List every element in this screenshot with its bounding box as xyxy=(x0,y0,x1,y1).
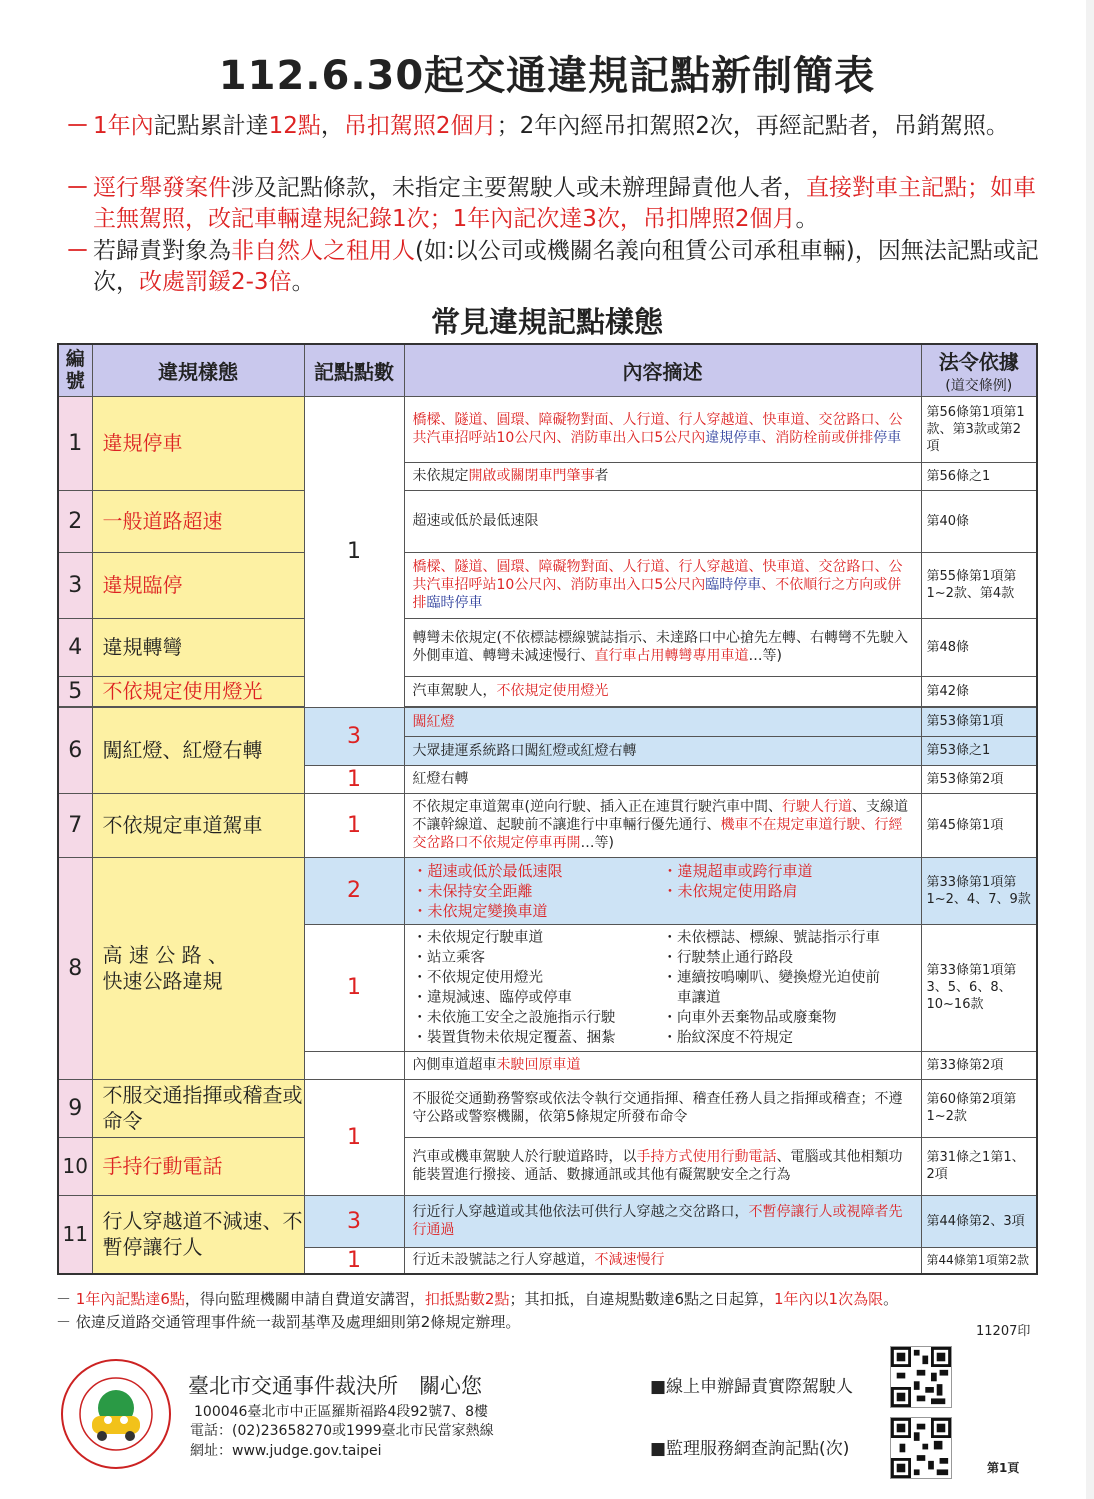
list-item: ・違規超車或跨行車道 xyxy=(662,861,813,880)
points-cell: 2 xyxy=(304,857,404,924)
violation-type: 違規臨停 xyxy=(92,552,304,618)
list-item: ・未依規定行駛車道 xyxy=(412,929,543,946)
rule-text-part: 記點累計達 xyxy=(153,113,269,139)
table-row xyxy=(58,618,1037,676)
violation-type: 不服交通指揮或稽查或命令 xyxy=(92,1079,304,1137)
link-online-attribution[interactable]: ■線上申辦歸責實際駕駛人 xyxy=(650,1377,854,1397)
law-cell: 第33條第1項第3、5、6、8、10~16款 xyxy=(921,924,1037,1051)
violation-table xyxy=(57,343,1038,1275)
row-number: 6 xyxy=(58,707,92,793)
violation-type: 行人穿越道不減速、不暫停讓行人 xyxy=(92,1195,304,1274)
rule-text-part: 12點 xyxy=(268,113,321,139)
table-row xyxy=(58,676,1037,706)
description-cell: 不依規定車道駕車(逆向行駛、插入正在連貫行駛汽車中間、行駛人行道、支線道不讓幹線道、起駛前不讓進行中車輛行優先通行、機車不在規定車道行駛、行經交岔路口不依規定停車再開…等) xyxy=(404,793,921,857)
table-row xyxy=(58,1137,1037,1195)
list-right xyxy=(663,861,913,921)
violation-type: 違規停車 xyxy=(92,396,304,490)
logo-icon xyxy=(60,1358,172,1470)
description-cell: 闖紅燈 xyxy=(404,707,921,736)
description-cell: 行近行人穿越道或其他依法可供行人穿越之交岔路口，不暫停讓行人或視障者先行通過 xyxy=(404,1195,921,1247)
points-cell: 1 xyxy=(304,765,404,793)
description-cell: 汽車駕駛人，不依規定使用燈光 xyxy=(404,676,921,706)
rule-text-part: 。 xyxy=(291,269,315,295)
list-left xyxy=(413,861,663,921)
list-item: ・未依標誌、標線、號誌指示行車 xyxy=(662,929,880,946)
description-cell: 行近未設號誌之行人穿越道，不減速慢行 xyxy=(404,1247,921,1274)
table-row xyxy=(58,490,1037,552)
points-cell: 1 xyxy=(304,1247,404,1274)
row-number: 1 xyxy=(58,396,92,490)
org-name: 臺北市交通事件裁決所 關心您 xyxy=(188,1374,482,1398)
law-cell: 第44條第1項第2款 xyxy=(921,1247,1037,1274)
violation-type: 不依規定使用燈光 xyxy=(92,676,304,706)
description-cell: 不服從交通勤務警察或依法令執行交通指揮、稽查任務人員之指揮或稽查；不遵守公路或警察機關，依第5條規定所發布命令 xyxy=(404,1079,921,1137)
note-2: － 依違反道路交通管理事件統一裁罰基準及處理細則第2條規定辦理。 xyxy=(56,1313,521,1331)
rule-text-part: ， xyxy=(320,113,344,139)
law-cell: 第33條第1項第1~2、4、7、9款 xyxy=(921,857,1037,924)
description-cell: 大眾捷運系統路口闖紅燈或紅燈右轉 xyxy=(404,736,921,765)
rule-1-text xyxy=(93,111,1046,142)
org-website[interactable]: 網址：www.judge.gov.taipei xyxy=(190,1443,382,1459)
row-number: 2 xyxy=(58,490,92,552)
rule-text-part: (如:以公司或機關名義向租賃公司承租車輛)，因無法記點或記次， xyxy=(93,238,1039,295)
law-cell: 第55條第1項第1~2款、第4款 xyxy=(921,552,1037,618)
row-number: 4 xyxy=(58,618,92,676)
row-number: 3 xyxy=(58,552,92,618)
law-cell: 第45條第1項 xyxy=(921,793,1037,857)
rule-text-part: 若歸責對象為 xyxy=(93,238,231,264)
rule-text-part: 改處罰鍰2-3倍 xyxy=(139,269,292,295)
points-cell: 1 xyxy=(304,1079,404,1195)
list-item: ・超速或低於最低速限 xyxy=(412,861,563,880)
rule-1: － 1年內記點累計達12點，吊扣駕照2個月；2年內經吊扣駕照2次，再經記點者，吊銷駕照。 xyxy=(66,111,1046,142)
law-cell: 第56條之1 xyxy=(921,462,1037,490)
qr-code-icon[interactable] xyxy=(890,1346,952,1408)
list-item: ・未依施工安全之設施指示行駛 xyxy=(412,1009,616,1026)
note-1: － 1年內記點達6點，得向監理機關申請自費道安講習，扣抵點數2點；其扣抵，自違規點數達6點之日起算，1年內以1次為限。 xyxy=(56,1290,899,1308)
points-cell: 1 xyxy=(304,793,404,857)
rule-2-text xyxy=(93,173,1046,235)
table-row xyxy=(58,396,1037,462)
description-cell xyxy=(404,924,921,1051)
description-cell: 超速或低於最低速限 xyxy=(404,490,921,552)
description-cell: 未依規定開啟或關閉車門肇事者 xyxy=(404,462,921,490)
table-row xyxy=(58,707,1037,736)
table-row xyxy=(58,1079,1037,1137)
description-cell xyxy=(404,857,921,924)
row-number: 10 xyxy=(58,1137,92,1195)
org-phone: 電話：(02)23658270或1999臺北市民當家熱線 xyxy=(190,1423,494,1439)
row-number: 8 xyxy=(58,857,92,1079)
description-cell: 轉彎未依規定(不依標誌標線號誌指示、未達路口中心搶先左轉、右轉彎不先駛入外側車道、轉彎未減速慢行、直行車占用轉彎專用車道…等) xyxy=(404,618,921,676)
list-item: ・站立乘客 xyxy=(412,949,485,966)
law-cell: 第40條 xyxy=(921,490,1037,552)
rule-text-part: 吊扣駕照2個月 xyxy=(343,113,497,139)
points-cell: 1 xyxy=(304,396,404,707)
qr-code-icon[interactable] xyxy=(890,1417,952,1479)
list-item: ・未依規定使用路肩 xyxy=(662,881,798,900)
violation-type: 高 速 公 路 、 快速公路違規 xyxy=(92,857,304,1079)
page-number: 第1頁 xyxy=(987,1461,1020,1475)
org-address: 100046臺北市中正區羅斯福路4段92號7、8樓 xyxy=(194,1404,488,1420)
table-row xyxy=(58,552,1037,618)
law-cell: 第42條 xyxy=(921,676,1037,706)
row-number: 5 xyxy=(58,676,92,706)
table-subtitle: 常見違規記點樣態 xyxy=(430,305,663,339)
rule-text-part: 涉及記點條款，未指定主要駕駛人或未辦理歸責他人者， xyxy=(231,175,806,201)
violation-type: 手持行動電話 xyxy=(92,1137,304,1195)
list-item: ・連續按鳴喇叭、變換燈光迫使前 xyxy=(662,969,880,986)
list-item: ・向車外丟棄物品或廢棄物 xyxy=(662,1009,837,1026)
rule-2: － 逕行舉發案件涉及記點條款，未指定主要駕駛人或未辦理歸責他人者，直接對車主記點；如車主無駕照，改記車輛違規紀錄1次；1年內記次達3次，吊扣牌照2個月。 xyxy=(66,173,1046,235)
description-cell: 內側車道超車未駛回原車道 xyxy=(404,1051,921,1079)
list-left xyxy=(413,928,663,1048)
law-cell: 第53條之1 xyxy=(921,736,1037,765)
list-item: ・未保持安全距離 xyxy=(412,881,533,900)
list-right xyxy=(663,928,913,1048)
header-type: 違規樣態 xyxy=(92,344,304,396)
violation-type: 闖紅燈、紅燈右轉 xyxy=(92,707,304,793)
list-item: ・違規減速、臨停或停車 xyxy=(412,989,572,1006)
page-title: 112.6.30起交通違規記點新制簡表 xyxy=(218,53,876,99)
table-header-row xyxy=(58,344,1037,396)
rule-text-part: 直接對車主記點；如車主無駕照，改記車輛違規紀錄1次；1年內記次達3次，吊扣牌照2個月 xyxy=(93,175,1036,232)
header-points: 記點點數 xyxy=(304,344,404,396)
violation-type: 違規轉彎 xyxy=(92,618,304,676)
rule-text-part: 非自然人之租用人 xyxy=(231,238,415,264)
rule-text-part: 逕行舉發案件 xyxy=(93,175,231,201)
description-cell: 汽車或機車駕駛人於行駛道路時，以手持方式使用行動電話、電腦或其他相類功能裝置進行撥接、通話、數據通訊或其他有礙駕駛安全之行為 xyxy=(404,1137,921,1195)
row-number: 7 xyxy=(58,793,92,857)
list-item: ・不依規定使用燈光 xyxy=(412,969,543,986)
points-cell: 1 xyxy=(304,924,404,1051)
list-item: ・裝置貨物未依規定覆蓋、捆紮 xyxy=(412,1029,616,1046)
law-cell: 第53條第2項 xyxy=(921,765,1037,793)
description-cell: 紅燈右轉 xyxy=(404,765,921,793)
row-number: 9 xyxy=(58,1079,92,1137)
rule-3: － 若歸責對象為非自然人之租用人(如:以公司或機關名義向租賃公司承租車輛)，因無法記點或記次，改處罰鍰2-3倍。 xyxy=(66,236,1046,298)
law-cell: 第60條第2項第1~2款 xyxy=(921,1079,1037,1137)
law-cell: 第53條第1項 xyxy=(921,707,1037,736)
rule-text-part: ；2年內經吊扣駕照2次，再經記點者，吊銷駕照。 xyxy=(496,113,1009,139)
law-cell: 第33條第2項 xyxy=(921,1051,1037,1079)
points-cell: 3 xyxy=(304,707,404,765)
agency-logo xyxy=(60,1358,172,1470)
rule-text-part: 1年內 xyxy=(93,113,154,139)
rule-3-text xyxy=(93,236,1046,298)
law-cell: 第31條之1第1、2項 xyxy=(921,1137,1037,1195)
law-cell: 第44條第2、3項 xyxy=(921,1195,1037,1247)
violation-type: 不依規定車道駕車 xyxy=(92,793,304,857)
rule-text-part: 。 xyxy=(795,206,819,232)
table-row xyxy=(58,1195,1037,1247)
link-points-query[interactable]: ■監理服務網查詢記點(次) xyxy=(650,1439,850,1459)
header-law: 法令依據 (道交條例) xyxy=(921,344,1037,396)
list-item: ・行駛禁止通行路段 xyxy=(662,949,793,966)
header-desc: 內容摘述 xyxy=(404,344,921,396)
law-cell: 第56條第1項第1款、第3款或第2項 xyxy=(921,396,1037,462)
list-item: 車讓道 xyxy=(662,989,721,1006)
list-item: ・未依規定變換車道 xyxy=(412,901,548,920)
description-cell: 橋樑、隧道、圓環、障礙物對面、人行道、行人穿越道、快車道、交岔路口、公共汽車招呼站10公尺內、消防車出入口5公尺內違規停車、消防栓前或併排停車 xyxy=(404,396,921,462)
points-cell: 3 xyxy=(304,1195,404,1247)
list-item: ・胎紋深度不符規定 xyxy=(662,1029,793,1046)
violation-type: 一般道路超速 xyxy=(92,490,304,552)
print-code: 11207印 xyxy=(976,1324,1031,1339)
table-row xyxy=(58,857,1037,924)
table-row xyxy=(58,793,1037,857)
law-cell: 第48條 xyxy=(921,618,1037,676)
description-cell: 橋樑、隧道、圓環、障礙物對面、人行道、行人穿越道、快車道、交岔路口、公共汽車招呼站10公尺內、消防車出入口5公尺內臨時停車、不依順行之方向或併排臨時停車 xyxy=(404,552,921,618)
row-number: 11 xyxy=(58,1195,92,1274)
header-no: 編號 xyxy=(58,344,92,396)
